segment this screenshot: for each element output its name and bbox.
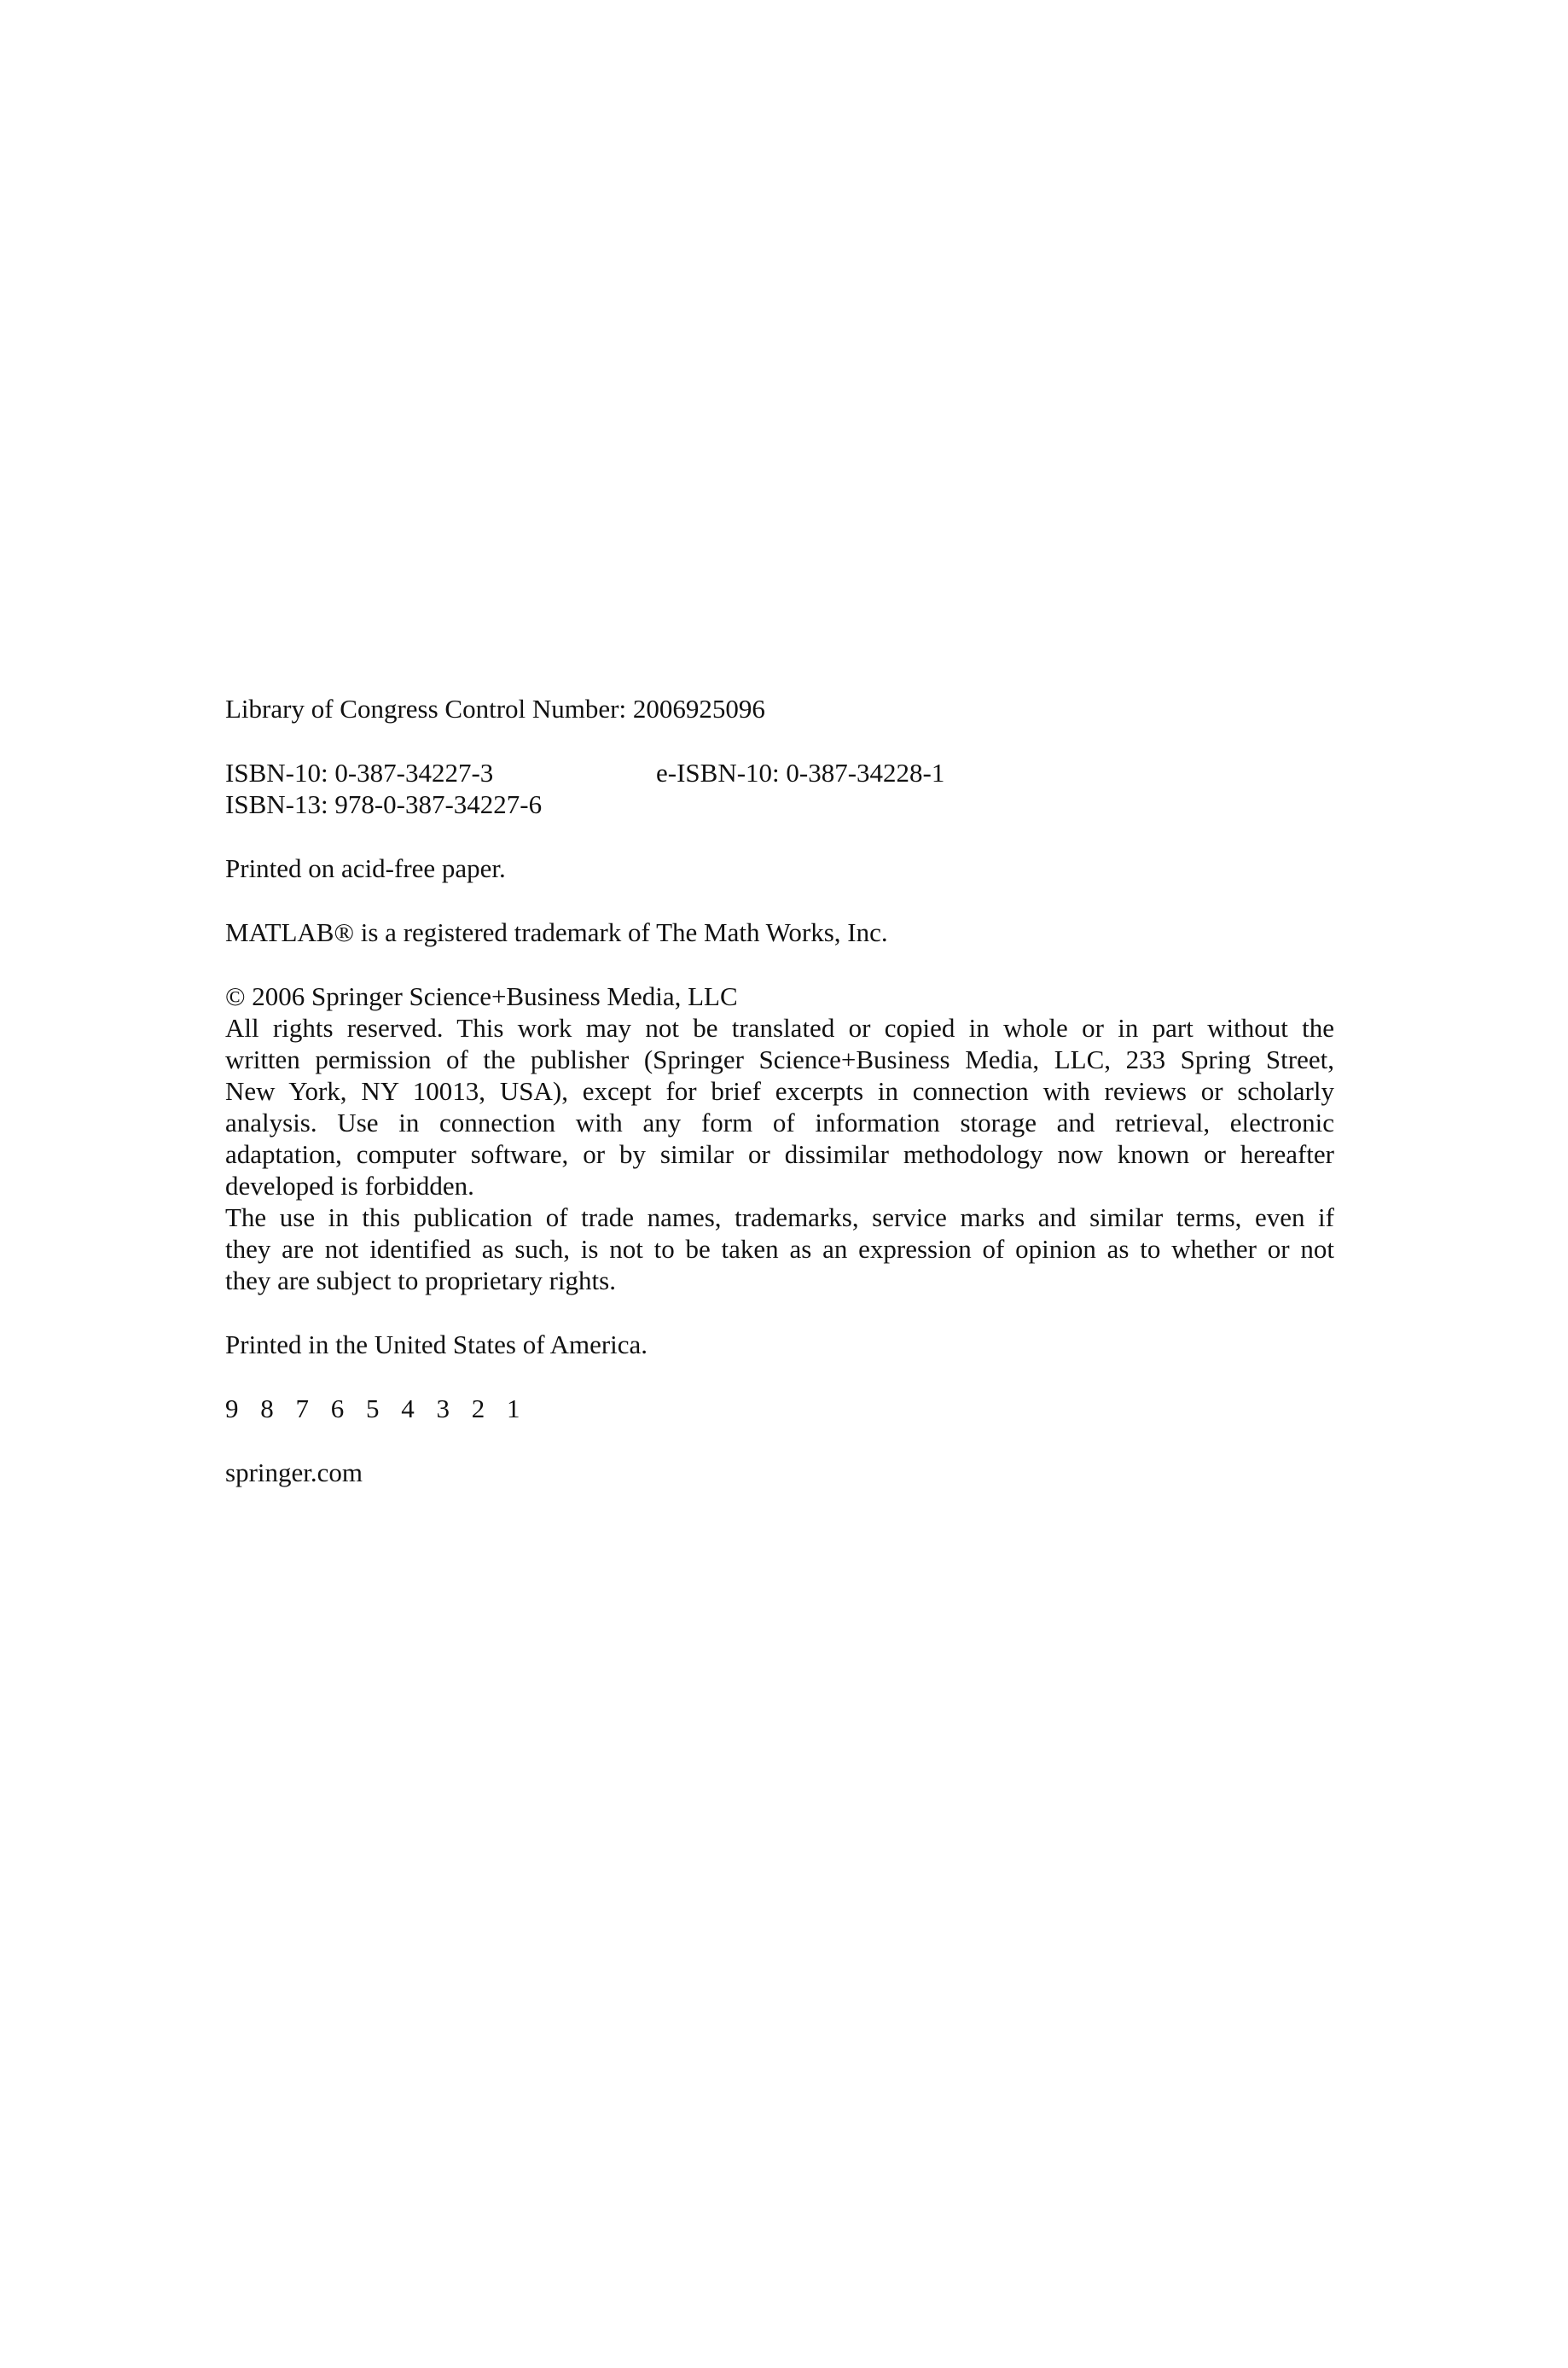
copyright-block bbox=[225, 693, 1334, 1488]
rights-line: adaptation, computer software, or by similar or dissimilar methodology now known or hereafter bbox=[225, 1139, 1334, 1169]
website: springer.com bbox=[225, 1457, 363, 1487]
rights-line: New York, NY 10013, USA), except for brief excerpts in connection with reviews or scholarly bbox=[225, 1076, 1334, 1106]
isbn-13: ISBN-13: 978-0-387-34227-6 bbox=[225, 789, 543, 819]
copyright-holder: © 2006 Springer Science+Business Media, LLC bbox=[225, 981, 738, 1011]
printed-in-line: Printed in the United States of America. bbox=[225, 1329, 648, 1359]
trade-names-line: The use in this publication of trade names, trademarks, service marks and similar terms, even if bbox=[225, 1202, 1334, 1232]
isbn-block bbox=[225, 757, 1334, 820]
isbn-10: ISBN-10: 0-387-34227-3 bbox=[225, 758, 494, 788]
e-isbn-10: e-ISBN-10: 0-387-34228-1 bbox=[656, 758, 945, 788]
trade-names-line: they are subject to proprietary rights. bbox=[225, 1265, 616, 1295]
isbn-row bbox=[225, 757, 1334, 788]
rights-line: written permission of the publisher (Springer Science+Business Media, LLC, 233 Spring Street, bbox=[225, 1044, 1334, 1074]
printing-numbers: 9 8 7 6 5 4 3 2 1 bbox=[225, 1393, 528, 1423]
copyright-notice bbox=[225, 980, 1334, 1296]
trademark-notice: MATLAB® is a registered trademark of The Math Works, Inc. bbox=[225, 917, 888, 947]
trade-names-line: they are not identified as such, is not to be taken as an expression of opinion as to whether or not bbox=[225, 1234, 1334, 1264]
rights-line: All rights reserved. This work may not be translated or copied in whole or in part without the bbox=[225, 1013, 1334, 1043]
trade-names-paragraph bbox=[225, 1201, 1334, 1296]
lccn-line: Library of Congress Control Number: 2006925096 bbox=[225, 694, 765, 724]
rights-line: developed is forbidden. bbox=[225, 1171, 474, 1201]
rights-line: analysis. Use in connection with any form of information storage and retrieval, electronic bbox=[225, 1108, 1334, 1137]
rights-reserved-paragraph bbox=[225, 1012, 1334, 1201]
acid-free-paper-note: Printed on acid-free paper. bbox=[225, 853, 506, 883]
